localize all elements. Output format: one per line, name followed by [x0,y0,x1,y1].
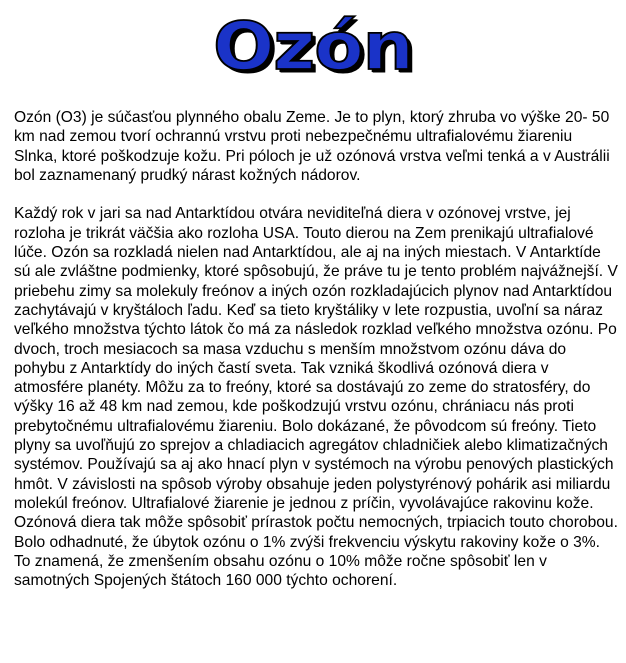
article-body [14,108,618,590]
paragraph-intro: Ozón (O3) je súčasťou plynného obalu Zeme. Je to plyn, ktorý zhruba vo výške 20- 50 km nad zemou tvorí ochrannú vrstvu proti nebezpečnému ultrafialovému žiareniu Slnka, ktoré poškodzuje kožu. Pri póloch je už ozónová vrstva veľmi tenká a v Austrálii bol zaznamenaný prudký nárast kožných nádorov. [14,109,610,184]
paragraph-antarctica: Každý rok v jari sa nad Antarktídou otvára neviditeľná diera v ozónovej vrstve, jej rozloha je trikrát väčšia ako rozloha USA. Touto dierou na Zem prenikajú ultrafialové lúče. Ozón sa rozkladá nielen nad Antarktídou, ale aj na iných miestach. V Antarktíde sú ale zvláštne podmienky, ktoré spôsobujú, že práve tu je tento problém najvážnejší. V priebehu zimy sa molekuly freónov a iných ozón rozkladajúcich plynov nad Antarktídou zachytávajú v kryštáloch ľadu. Keď sa tieto kryštáliky v lete rozpustia, uvoľní sa náraz veľkého množstva týchto látok čo má za následok rozklad veľkého množstva ozónu. Po dvoch, troch mesiacoch sa masa vzduchu s menším množstvom ozónu dáva do pohybu z Antarktídy do iných častí sveta. Tak vzniká škodlivá ozónová diera v atmosfére planéty. Môžu za to freóny, ktoré sa dostávajú zo zeme do stratosféry, do výšky 16 až 48 km nad zemou, kde poškodzujú vrstvu ozónu, chrániacu nás proti prebytočnému ultrafialovému žiareniu. Bolo dokázané, že pôvodcom sú freóny. Tieto plyny sa uvoľňujú zo sprejov a chladiacich agregátov chladničiek alebo klimatizačných systémov. Používajú sa aj ako hnací plyn v systémoch na výrobu penových plastických hmôt. V závislosti na spôsob výroby obsahuje jeden polystyrénový pohárik asi miliardu molekúl freónov. Ultrafialové žiarenie je jednou z príčin, vyvolávajúce rakovinu kože. Ozónová diera tak môže spôsobiť prírastok počtu nemocných, trpiacich touto chorobou. Bolo odhadnuté, že úbytok ozónu o 1% zvýši frekvenciu výskytu rakoviny kože o 3%. To znamená, že zmenšením obsahu ozónu o 10% môže ročne spôsobiť len v samotných Spojených štátoch 160 000 týchto ochorení. [14,205,618,590]
title-banner [0,6,626,86]
page-title: Ozón [213,7,413,85]
